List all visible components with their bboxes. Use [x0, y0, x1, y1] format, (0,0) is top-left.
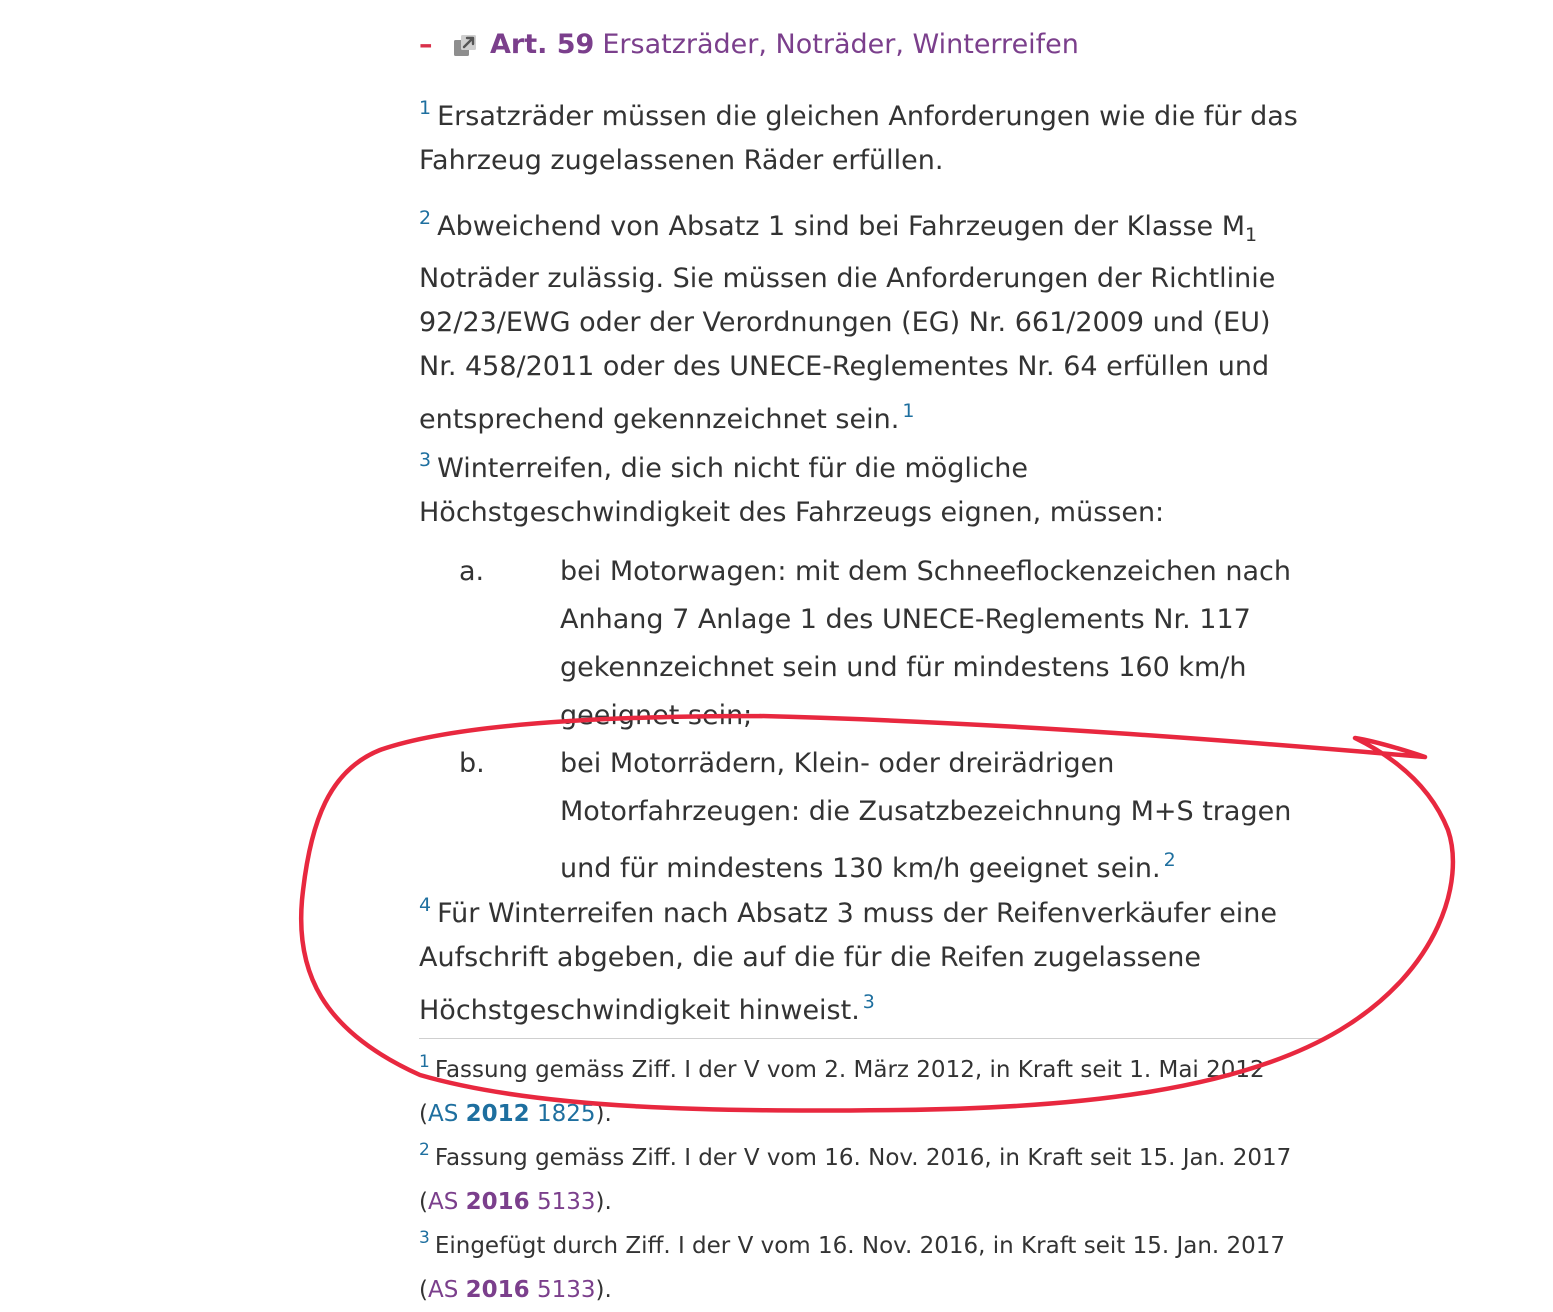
paragraph-line: Nr. 458/2011 oder des UNECE-Reglementes Nr. 64 erfüllen und [419, 351, 1270, 382]
as-reference-link[interactable]: AS 2012 1825 [427, 1101, 596, 1127]
paragraph-line: Aufschrift abgeben, die auf die für die Reifen zugelassene [419, 942, 1201, 973]
paragraph-3 [419, 438, 1164, 535]
list-letter: a. [459, 556, 485, 587]
footnote-text: Eingefügt durch Ziff. I der V vom 16. Nov. 2016, in Kraft seit 15. Jan. 2017 [434, 1233, 1286, 1259]
footnotes-divider [419, 1038, 1329, 1039]
list-line: Anhang 7 Anlage 1 des UNECE-Reglements Nr. 117 [560, 604, 1251, 635]
article-number[interactable]: Art. 59 [490, 29, 595, 60]
list-text [560, 740, 1350, 893]
paragraph-line: Höchstgeschwindigkeit hinweist. [419, 995, 860, 1026]
list-line: bei Motorrädern, Klein- oder dreirädrigen [560, 748, 1115, 779]
footnote-paren-open: ( [419, 1101, 428, 1127]
paragraph-line: Für Winterreifen nach Absatz 3 muss der Reifenverkäufer eine [437, 898, 1278, 929]
paragraph-line: Winterreifen, die sich nicht für die mögliche [437, 453, 1028, 484]
paragraph-2 [419, 196, 1275, 442]
collapse-toggle[interactable]: – [419, 29, 433, 60]
list-line: geeignet sein; [560, 700, 753, 731]
footnote-2 [419, 1128, 1339, 1224]
footnote-number: 1 [419, 1052, 430, 1072]
as-reference-link[interactable]: AS 2016 5133 [427, 1277, 596, 1303]
article-header [419, 22, 1349, 68]
footnote-paren-open: ( [419, 1277, 428, 1303]
paragraph-line: entsprechend gekennzeichnet sein. [419, 404, 900, 435]
list-line: bei Motorwagen: mit dem Schneeflockenzeichen nach [560, 556, 1291, 587]
as-reference-link[interactable]: AS 2016 5133 [427, 1189, 596, 1215]
footnote-text: Fassung gemäss Ziff. I der V vom 2. März 2012, in Kraft seit 1. Mai 2012 [434, 1057, 1265, 1083]
paragraph-number: 2 [419, 207, 432, 229]
article-title [490, 22, 1079, 68]
footnote-ref-3[interactable]: 3 [862, 991, 875, 1013]
paragraph-line: Noträder zulässig. Sie müssen die Anforderungen der Richtlinie [419, 263, 1276, 294]
paragraph-line: Höchstgeschwindigkeit des Fahrzeugs eignen, müssen: [419, 497, 1165, 528]
list-text [560, 548, 1350, 740]
footnote-paren-close: ). [595, 1277, 612, 1303]
article-title-text: Ersatzräder, Noträder, Winterreifen [602, 29, 1079, 60]
list-line: Motorfahrzeugen: die Zusatzbezeichnung M+S tragen [560, 796, 1292, 827]
footnote-number: 3 [419, 1228, 430, 1248]
footnote-paren-close: ). [595, 1189, 612, 1215]
paragraph-number: 1 [419, 97, 432, 119]
list-line: und für mindestens 130 km/h geeignet sein. [560, 853, 1161, 884]
footnote-text: Fassung gemäss Ziff. I der V vom 16. Nov. 2016, in Kraft seit 15. Jan. 2017 [434, 1145, 1292, 1171]
footnote-ref-2[interactable]: 2 [1163, 849, 1176, 871]
paragraph-number: 4 [419, 894, 432, 916]
footnote-number: 2 [419, 1140, 430, 1160]
class-subscript: 1 [1245, 224, 1258, 246]
footnote-paren-open: ( [419, 1189, 428, 1215]
paragraph-line: 92/23/EWG oder der Verordnungen (EG) Nr. 661/2009 und (EU) [419, 307, 1271, 338]
paragraph-line: Fahrzeug zugelassenen Räder erfüllen. [419, 145, 944, 176]
footnote-1 [419, 1040, 1339, 1136]
paragraph-line: Ersatzräder müssen die gleichen Anforderungen wie die für das [437, 101, 1298, 132]
footnote-ref-1[interactable]: 1 [902, 400, 915, 422]
paragraph-1 [419, 86, 1298, 183]
paragraph-4 [419, 883, 1277, 1033]
article [419, 22, 1349, 1303]
paragraph-line: Abweichend von Absatz 1 sind bei Fahrzeugen der Klasse M [437, 211, 1246, 242]
list-letter: b. [459, 748, 485, 779]
footnote-3 [419, 1216, 1339, 1312]
external-link-icon[interactable] [452, 33, 478, 59]
footnote-paren-close: ). [595, 1101, 612, 1127]
list-line: gekennzeichnet sein und für mindestens 160 km/h [560, 652, 1247, 683]
paragraph-number: 3 [419, 449, 432, 471]
